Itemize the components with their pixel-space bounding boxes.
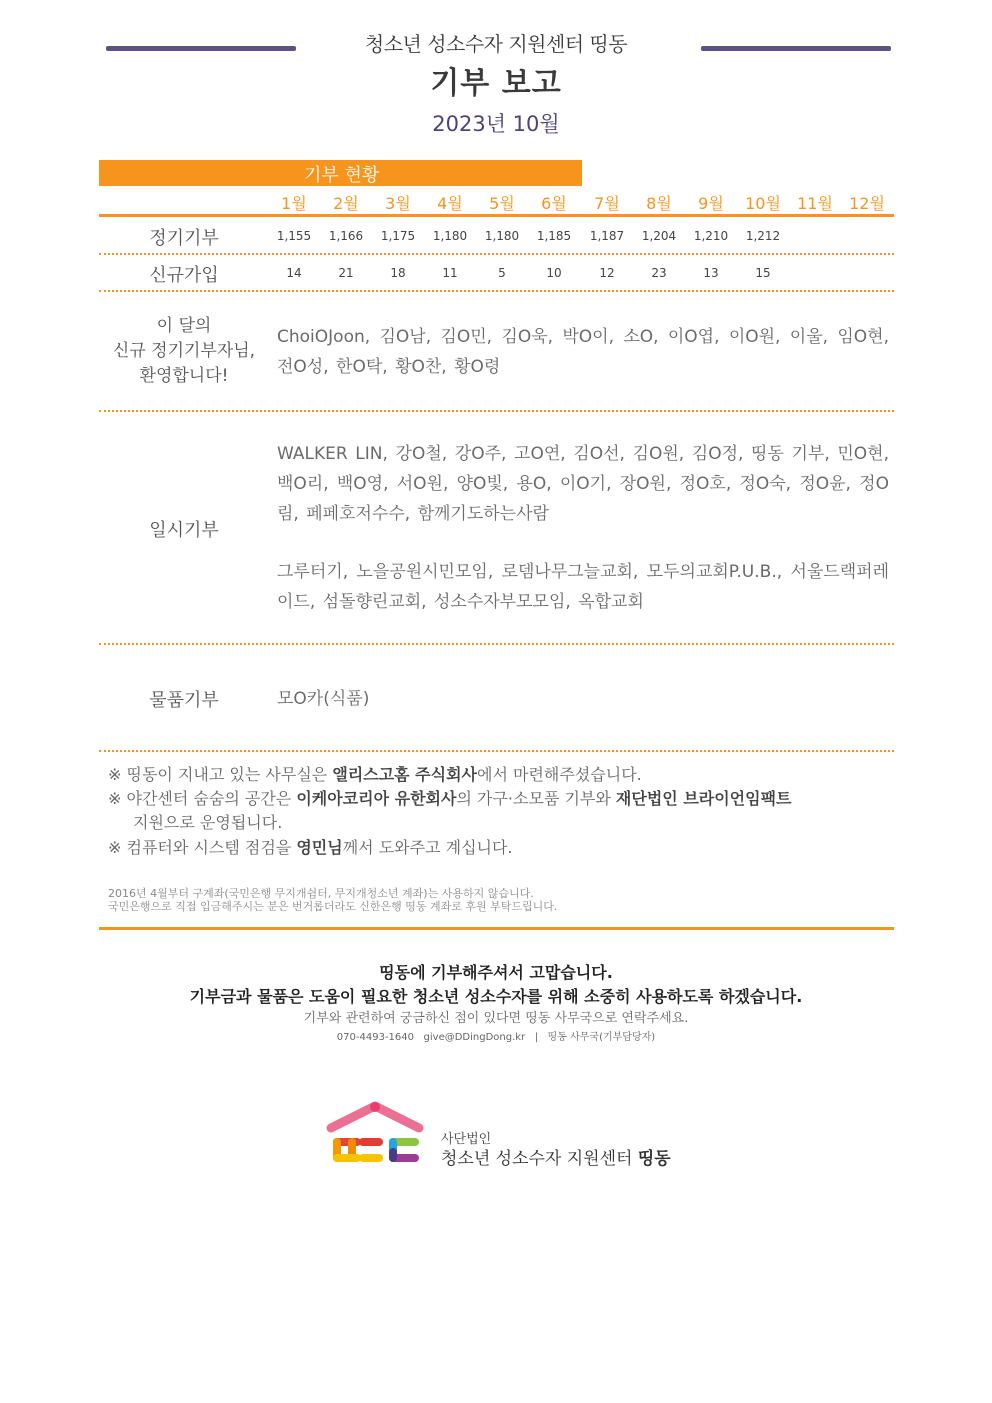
month-9: 9월 [698,194,724,213]
note-text: 에서 마련해주셨습니다. [477,765,642,784]
regular-value: 1,185 [536,229,572,243]
month-5: 5월 [489,194,515,213]
row-label-new-signups: 신규가입 [149,265,219,286]
section-divider [99,750,894,752]
status-band [99,160,582,186]
section-divider [99,410,894,412]
table-top-rule [99,214,894,217]
thanks-line1: 띵동에 기부해주셔서 고맙습니다. [379,963,613,982]
thanks-line2: 기부금과 물품은 도움이 필요한 청소년 성소수자를 위해 소중히 사용하도록 하겠습니다. [189,987,803,1006]
one-time-individuals-list: WALKER LIN, 강O철, 강O주, 고O연, 김O선, 김O원, 김O정, 띵동 기부, 민O현, 백O리, 백O영, 서O원, 양O빛, 용O, 이O기, 장O원, 정O호, 정O숙, 정O윤, 정O림, 페페호저수수, 함께기도하는사람 [277,444,889,524]
note-text: 컴퓨터와 시스템 점검을 [126,838,297,857]
month-7: 7월 [594,194,620,213]
note-office [108,763,642,787]
regular-value: 1,175 [380,229,416,243]
month-8: 8월 [646,194,672,213]
signup-value: 21 [338,266,354,280]
contact-info: 070-4493-1640 give@DDingDong.kr | 띵동 사무국(기부담당자) [336,1032,656,1043]
month-6: 6월 [541,194,567,213]
page-title: 기부 보고 [430,66,562,101]
row-divider [99,290,894,292]
new-donors-label-line: 환영합니다! [139,366,229,386]
footer-rule [99,927,894,930]
sponsor-name: 이케아코리아 유한회사 [296,789,457,808]
signup-value: 14 [286,266,302,280]
month-header-row [268,191,894,215]
note-text: 의 가구·소모품 기부와 [456,789,616,808]
note-text: 께서 도와주고 계십니다. [342,838,513,857]
signup-value: 11 [442,266,458,280]
regular-value: 1,180 [484,229,520,243]
thanks-line3: 기부와 관련하여 궁금하신 점이 있다면 띵동 사무국으로 연락주세요. [303,1011,689,1026]
note-text: 야간센터 숨숨의 공간은 [126,789,297,808]
org-name: 청소년 성소수자 지원센터 띵동 [364,32,628,56]
logo-name-regular: 청소년 성소수자 지원센터 [441,1149,638,1169]
month-4: 4월 [437,194,463,213]
row-label-regular: 정기기부 [149,228,219,249]
month-1: 1월 [281,194,307,213]
month-10: 10월 [745,194,781,213]
month-2: 2월 [333,194,359,213]
note-night-center [108,787,792,811]
one-time-label: 일시기부 [149,520,219,541]
logo-name [441,1144,671,1169]
regular-value: 1,212 [745,229,781,243]
account-notice-line1: 2016년 4월부터 구계좌(국민은행 무지개쉼터, 무지개청소년 계좌)는 사용하지 않습니다. [108,887,534,900]
sponsor-name: 재단법인 브라이언임팩트 [615,789,792,808]
ddingdong-logo-icon [323,1098,431,1166]
regular-value: 1,210 [693,229,729,243]
row-divider [99,253,894,255]
sponsor-name: 영민님 [296,838,343,857]
regular-value: 1,180 [432,229,468,243]
logo-name-bold: 띵동 [637,1149,671,1169]
new-donors-label-line: 이 달의 [156,316,212,336]
account-notice-line2: 국민은행으로 직접 입금해주시는 분은 번거롭더라도 신한은행 띵동 계좌로 후원 부탁드립니다. [108,900,558,913]
signup-value: 23 [651,266,667,280]
note-computer [108,836,513,860]
section-divider [99,643,894,645]
regular-value: 1,166 [328,229,364,243]
report-date: 2023년 10월 [432,112,560,136]
new-donors-label-line: 신규 정기기부자님, [112,341,256,361]
new-donors-list: ChoiOJoon, 김O남, 김O민, 김O욱, 박O이, 소O, 이O엽, 이O원, 이울, 임O현, 전O성, 한O탁, 황O찬, 황O령 [277,327,889,377]
one-time-groups-list: 그루터기, 노을공원시민모임, 로뎀나무그늘교회, 모두의교회P.U.B., 서울드랙퍼레이드, 섬돌향린교회, 성소수자부모모임, 옥합교회 [277,562,889,612]
signup-value: 10 [546,266,562,280]
signup-value: 5 [498,266,506,280]
month-3: 3월 [385,194,411,213]
note-night-center-cont: 지원으로 운영됩니다. [133,813,283,832]
sponsor-name: 앨리스고홈 주식회사 [332,765,478,784]
signup-value: 12 [599,266,615,280]
signup-value: 13 [703,266,719,280]
month-12: 12월 [849,194,885,213]
signup-value: 15 [755,266,771,280]
reference-mark-icon: ※ [108,838,122,857]
new-donors-label [99,314,269,389]
reference-mark-icon: ※ [108,789,122,808]
month-11: 11월 [797,194,833,213]
goods-label: 물품기부 [149,690,219,711]
signup-value: 18 [390,266,406,280]
regular-value: 1,155 [276,229,312,243]
goods-list: 모O카(식품) [277,689,370,709]
regular-value: 1,187 [589,229,625,243]
status-band-label: 기부 현황 [304,165,380,186]
reference-mark-icon: ※ [108,765,122,784]
regular-value: 1,204 [641,229,677,243]
logo-small-text: 사단법인 [441,1132,492,1147]
note-text: 띵동이 지내고 있는 사무실은 [126,765,333,784]
